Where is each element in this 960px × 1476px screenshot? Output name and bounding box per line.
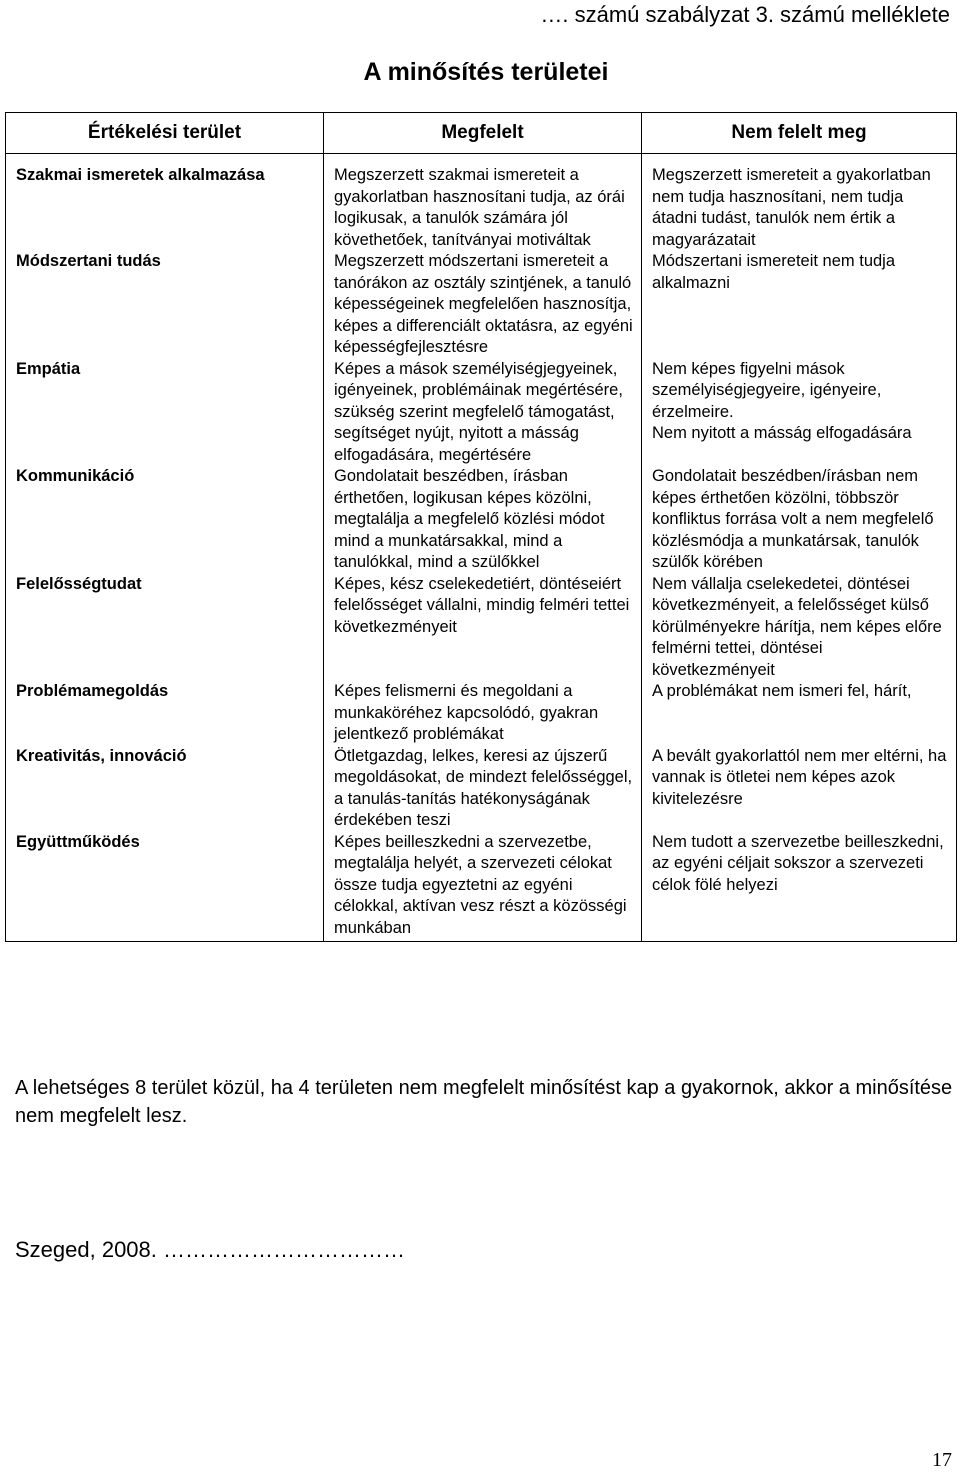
- area-cell: Kommunikáció: [6, 466, 324, 574]
- column-header-not-met: Nem felelt meg: [642, 113, 957, 154]
- page-title: A minősítés területei: [363, 58, 609, 86]
- area-cell: Felelősségtudat: [6, 574, 324, 682]
- table-row: [6, 251, 957, 359]
- evaluation-table: [5, 112, 957, 942]
- not-met-cell: Nem képes figyelni mások személyiségjegyeire, igényeire, érzelmeire. Nem nyitott a másság elfogadására: [642, 359, 957, 467]
- not-met-cell: Nem vállalja cselekedetei, döntései következményeit, a felelősséget külső körülményekre hárítja, nem képes előre felmérni tettei, döntései következményeit: [642, 574, 957, 682]
- table-row: [6, 466, 957, 574]
- not-met-cell: A bevált gyakorlattól nem mer eltérni, ha vannak is ötletei nem képes azok kivitelezésre: [642, 746, 957, 832]
- table-row: [6, 359, 957, 467]
- area-cell: Kreativitás, innováció: [6, 746, 324, 832]
- area-cell: Problémamegoldás: [6, 681, 324, 746]
- met-cell: Képes felismerni és megoldani a munkaköréhez kapcsolódó, gyakran jelentkező problémákat: [324, 681, 642, 746]
- table-row: [6, 681, 957, 746]
- not-met-cell: Gondolatait beszédben/írásban nem képes érthetően közölni, többször konfliktus forrása volt a nem megfelelő közlésmódja a munkatársak, tanulók szülők körében: [642, 466, 957, 574]
- table-body: [6, 154, 957, 942]
- met-cell: Megszerzett módszertani ismereteit a tanórákon az osztály szintjének, a tanuló képességeinek megfelelően hasznosítja, képes a differenciált oktatásra, az egyéni képességfejlesztésre: [324, 251, 642, 359]
- evaluation-rule-note: A lehetséges 8 terület közül, ha 4 területen nem megfelelt minősítést kap a gyakornok, akkor a minősítése nem megfelelt lesz.: [15, 1077, 953, 1127]
- area-cell: Módszertani tudás: [6, 251, 324, 359]
- document-reference: …. számú szabályzat 3. számú melléklete: [540, 2, 950, 27]
- page-number: 17: [932, 1449, 952, 1471]
- column-header-met: Megfelelt: [324, 113, 642, 154]
- table-row: [6, 746, 957, 832]
- column-header-area: Értékelési terület: [6, 113, 324, 154]
- area-cell: Szakmai ismeretek alkalmazása: [6, 154, 324, 252]
- table-header-row: [6, 113, 957, 154]
- met-cell: Képes a mások személyiségjegyeinek, igényeinek, problémáinak megértésére, szükség szerint megfelelő támogatást, segítséget nyújt, nyitott a másság elfogadására, megértésére: [324, 359, 642, 467]
- not-met-cell: A problémákat nem ismeri fel, hárít,: [642, 681, 957, 746]
- met-cell: Képes beilleszkedni a szervezetbe, megtalálja helyét, a szervezeti célokat össze tudja egyeztetni az egyéni célokkal, aktívan vesz részt a közösségi munkában: [324, 832, 642, 942]
- table-row: [6, 832, 957, 942]
- not-met-cell: Megszerzett ismereteit a gyakorlatban nem tudja hasznosítani, nem tudja átadni tudást, tanulók nem értik a magyarázatait: [642, 154, 957, 252]
- not-met-cell: Módszertani ismereteit nem tudja alkalmazni: [642, 251, 957, 359]
- area-cell: Empátia: [6, 359, 324, 467]
- met-cell: Képes, kész cselekedetiért, döntéseiért felelősséget vállalni, mindig felméri tettei következményeit: [324, 574, 642, 682]
- table-row: [6, 154, 957, 252]
- table-row: [6, 574, 957, 682]
- met-cell: Gondolatait beszédben, írásban érthetően, logikusan képes közölni, megtalálja a megfelelő közlési módot mind a munkatársakkal, mind a tanulókkal, mind a szülőkkel: [324, 466, 642, 574]
- not-met-cell: Nem tudott a szervezetbe beilleszkedni, az egyéni céljait sokszor a szervezeti célok fölé helyezi: [642, 832, 957, 942]
- place-and-date: Szeged, 2008. ……………………………: [15, 1237, 406, 1262]
- met-cell: Ötletgazdag, lelkes, keresi az újszerű megoldásokat, de mindezt felelősséggel, a tanulás-tanítás hatékonyságának érdekében teszi: [324, 746, 642, 832]
- area-cell: Együttműködés: [6, 832, 324, 942]
- met-cell: Megszerzett szakmai ismereteit a gyakorlatban hasznosítani tudja, az órái logikusak, a tanulók számára jól követhetőek, tanítványai motiváltak: [324, 154, 642, 252]
